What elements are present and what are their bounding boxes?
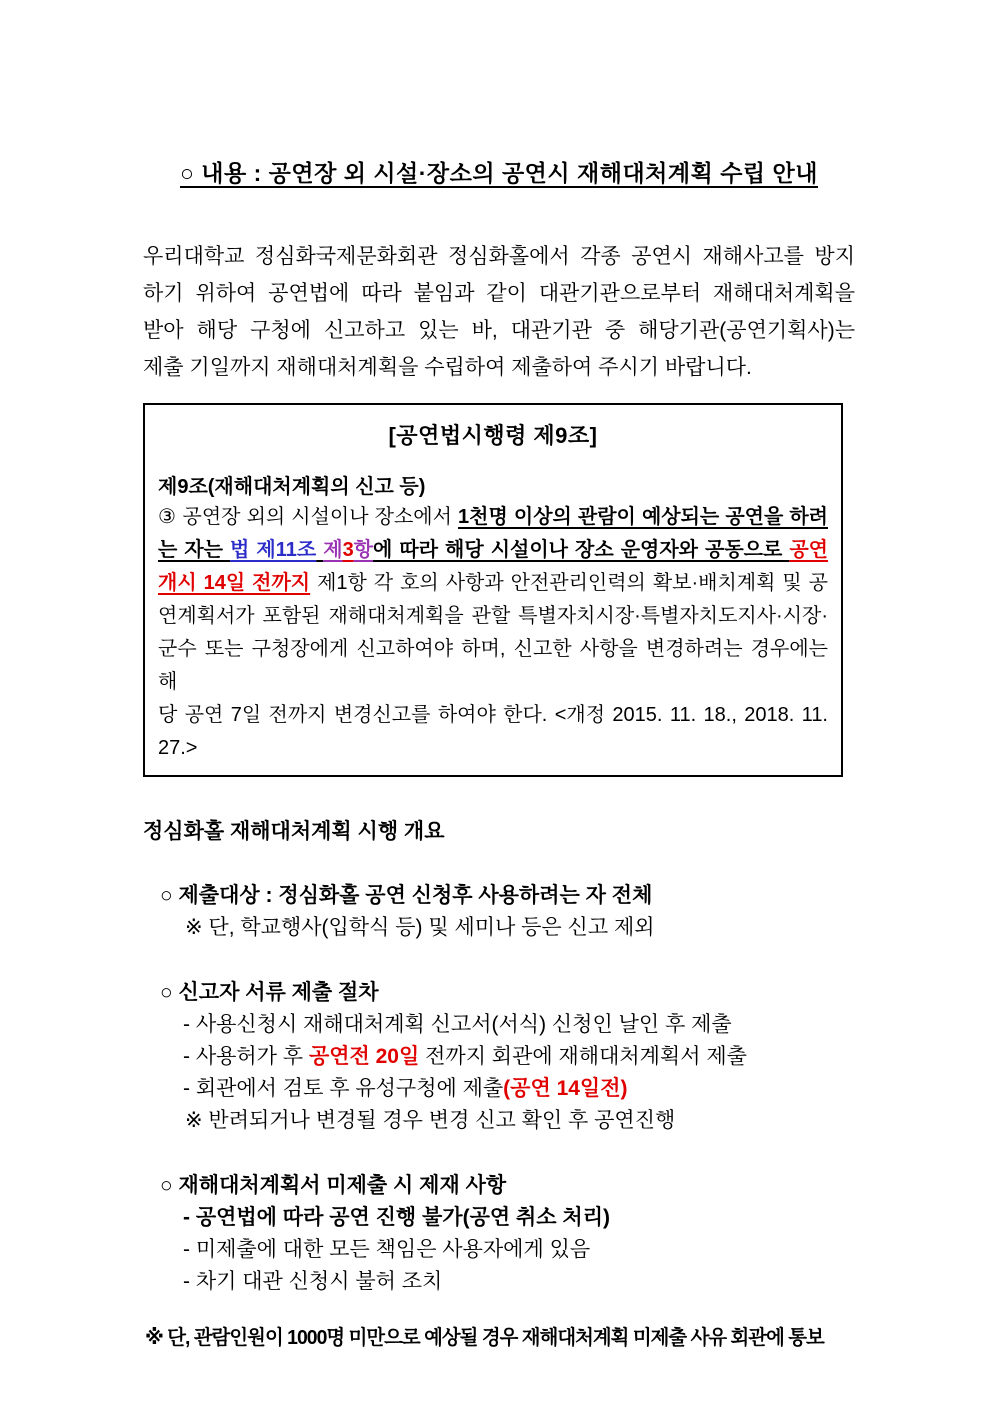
sanctions-item: - 공연법에 따라 공연 진행 불가(공연 취소 처리) bbox=[183, 1206, 610, 1229]
law-text-emphasis: 는 자는 bbox=[158, 539, 231, 561]
law-text-emphasis: 에 따라 해당 시설이나 장소 운영자와 공동으로 bbox=[373, 539, 790, 561]
law-text-emphasis: 1천명 이상의 관람이 예상되는 공연을 하려 bbox=[458, 506, 828, 528]
procedure-heading: ○ 신고자 서류 제출 절차 bbox=[160, 981, 379, 1004]
intro-line: 받아 해당 구청에 신고하고 있는 바, 대관기관 중 해당기관(공연기획사)는 bbox=[143, 319, 855, 342]
law-text-normal: ③ 공연장 외의 시설이나 장소에서 bbox=[158, 506, 459, 528]
procedure-item-text: 전까지 회관에 재해대처계획서 제출 bbox=[419, 1045, 747, 1068]
submission-target-note: ※ 단, 학교행사(입학식 등) 및 세미나 등은 신고 제외 bbox=[185, 916, 655, 939]
deadline-red: (공연 14일전) bbox=[503, 1077, 628, 1100]
law-line: 연계획서가 포함된 재해대처계획을 관할 특별자치시장·특별자치도지사·시장· bbox=[158, 605, 828, 627]
law-line bbox=[158, 534, 828, 567]
footer-note: ※ 단, 관람인원이 1000명 미만으로 예상될 경우 재해대처계획 미제출 사유 회관에 통보 bbox=[144, 1327, 824, 1349]
law-line bbox=[158, 501, 828, 534]
clause-reference-purple: 항 bbox=[353, 539, 374, 561]
procedure-note: ※ 반려되거나 변경될 경우 변경 신고 확인 후 공연진행 bbox=[185, 1109, 676, 1132]
procedure-item: - 사용신청시 재해대처계획 신고서(서식) 신청인 날인 후 제출 bbox=[183, 1013, 732, 1036]
law-text-normal: 제1항 각 호의 사항과 안전관리인력의 확보·배치계획 및 공 bbox=[310, 572, 828, 594]
deadline-red: 공연 bbox=[789, 539, 828, 561]
law-reference-blue: 법 제11조 bbox=[230, 539, 317, 561]
procedure-item bbox=[143, 1041, 855, 1073]
intro-line: 제출 기일까지 재해대처계획을 수립하여 제출하여 주시기 바랍니다. bbox=[143, 356, 752, 379]
law-line: 당 공연 7일 전까지 변경신고를 하여야 한다. <개정 2015. 11. 18., 2018. 11. 27.> bbox=[158, 704, 828, 759]
clause-digit-red: 3 bbox=[342, 539, 354, 561]
section-submission-target bbox=[143, 880, 855, 944]
sanctions-item: - 차기 대관 신청시 불허 조치 bbox=[183, 1270, 443, 1293]
procedure-item-text: - 회관에서 검토 후 유성구청에 제출 bbox=[183, 1077, 504, 1100]
intro-line: 우리대학교 정심화국제문화회관 정심화홀에서 각종 공연시 재해사고를 방지 bbox=[143, 245, 855, 268]
law-line bbox=[158, 567, 828, 600]
sanctions-heading: ○ 재해대처계획서 미제출 시 제재 사항 bbox=[160, 1174, 507, 1197]
document-content bbox=[143, 156, 855, 1353]
law-excerpt-box bbox=[143, 403, 843, 777]
law-line: 군수 또는 구청장에게 신고하여야 하며, 신고한 사항을 변경하려는 경우에는 해 bbox=[158, 638, 828, 693]
article-body bbox=[158, 501, 828, 765]
submission-target-heading: ○ 제출대상 : 정심화홀 공연 신청후 사용하려는 자 전체 bbox=[160, 884, 653, 907]
law-box-title: [공연법시행령 제9조] bbox=[388, 423, 598, 448]
overview-heading: 정심화홀 재해대처계획 시행 개요 bbox=[143, 820, 445, 843]
article-heading: 제9조(재해대처계획의 신고 등) bbox=[158, 476, 426, 498]
sanctions-item: - 미제출에 대한 모든 책임은 사용자에게 있음 bbox=[183, 1238, 591, 1261]
intro-paragraph bbox=[143, 238, 855, 386]
procedure-item bbox=[143, 1073, 855, 1105]
procedure-item-text: - 사용허가 후 bbox=[183, 1045, 309, 1068]
deadline-red: 공연전 20일 bbox=[308, 1045, 420, 1068]
page-title: ○ 내용 : 공연장 외 시설·장소의 공연시 재해대처계획 수립 안내 bbox=[180, 160, 818, 186]
deadline-red: 개시 14일 전까지 bbox=[158, 572, 311, 594]
intro-line: 하기 위하여 공연법에 따라 붙임과 같이 대관기관으로부터 재해대처계획을 bbox=[143, 282, 855, 305]
clause-reference-purple: 제 bbox=[323, 539, 343, 561]
section-sanctions bbox=[143, 1170, 855, 1298]
section-procedure bbox=[143, 977, 855, 1137]
